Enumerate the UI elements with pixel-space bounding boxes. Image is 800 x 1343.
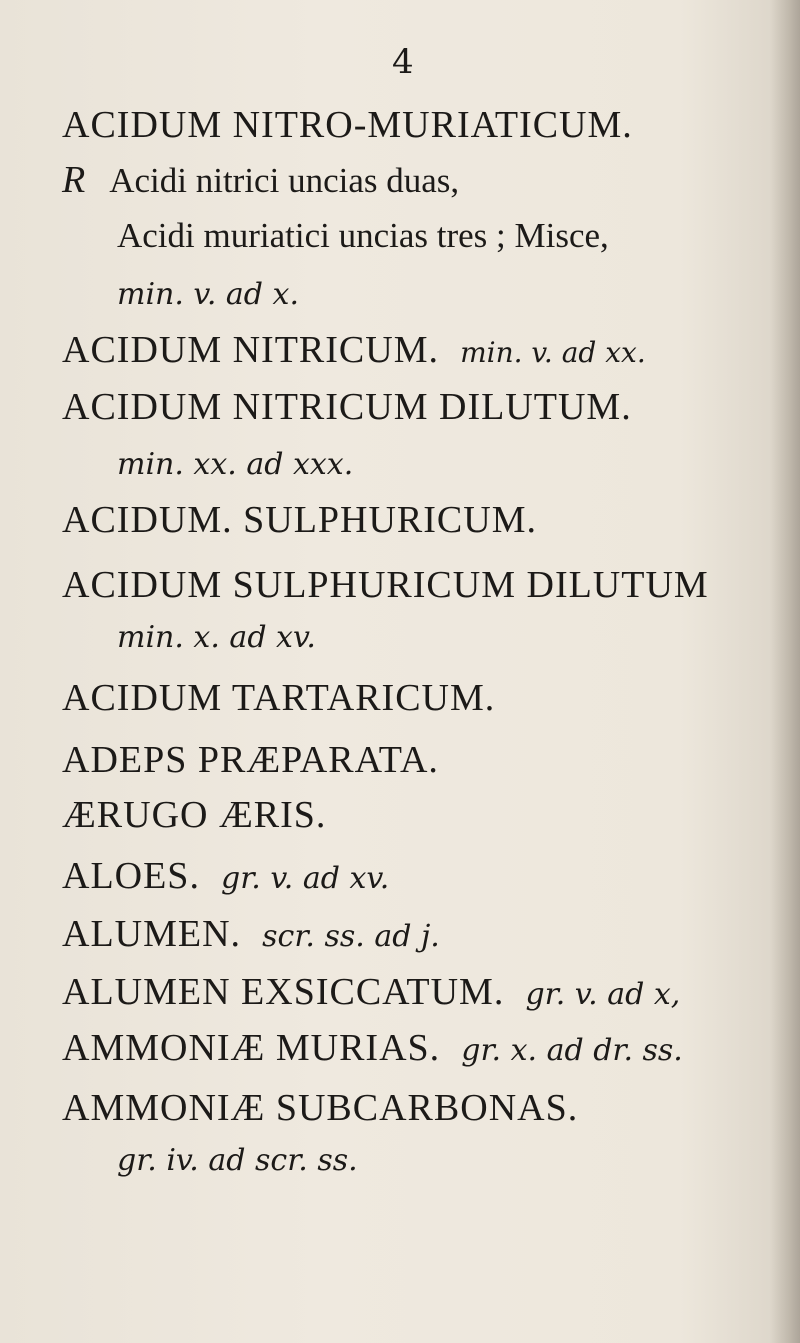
entry-line (62, 328, 646, 372)
entry-heading: ACIDUM. SULPHURICUM. (62, 499, 537, 541)
page-number: 4 (392, 42, 414, 82)
entry-heading: ACIDUM NITRICUM. (62, 329, 439, 371)
prescription-line (62, 158, 459, 202)
dose-text: min. v. ad x. (117, 277, 299, 312)
entry-heading: ALUMEN. (62, 913, 242, 955)
entry-heading: ALUMEN EXSICCATUM. (62, 971, 505, 1013)
prescription-text: Acidi muriatici uncias tres ; Misce, (117, 216, 609, 255)
dose-text: gr. x. ad dr. ss. (461, 1033, 683, 1068)
prescription-text: Acidi nitrici uncias duas, (109, 161, 460, 200)
entry-heading: ADEPS PRÆPARATA. (62, 739, 439, 781)
dose-text: gr. iv. ad scr. ss. (117, 1143, 358, 1178)
recipe-symbol: R (62, 159, 86, 201)
entry-heading: ACIDUM NITRO-MURIATICUM. (62, 104, 633, 146)
entry-heading: AMMONIÆ MURIAS. (62, 1027, 441, 1069)
entry-heading: ACIDUM SULPHURICUM DILUTUM (62, 564, 709, 606)
dose-text: min. x. ad xv. (117, 620, 316, 655)
entry-line (62, 912, 440, 956)
dose-text: scr. ss. ad j. (262, 919, 440, 954)
entry-heading: AMMONIÆ SUBCARBONAS. (62, 1087, 579, 1129)
entry-line (62, 970, 680, 1014)
dose-text: gr. v. ad x, (525, 977, 681, 1012)
entry-heading: ACIDUM TARTARICUM. (62, 677, 496, 719)
dose-text: min. xx. ad xxx. (117, 447, 354, 482)
entry-heading: ACIDUM NITRICUM DILUTUM. (62, 386, 632, 428)
entry-line (62, 1026, 683, 1070)
entry-heading: ALOES. (62, 855, 200, 897)
entry-heading: ÆRUGO ÆRIS. (62, 794, 327, 836)
dose-text: gr. v. ad xv. (221, 861, 390, 896)
dose-text: min. v. ad xx. (460, 336, 646, 369)
page-edge-shadow (770, 0, 800, 1343)
entry-line (62, 854, 389, 898)
